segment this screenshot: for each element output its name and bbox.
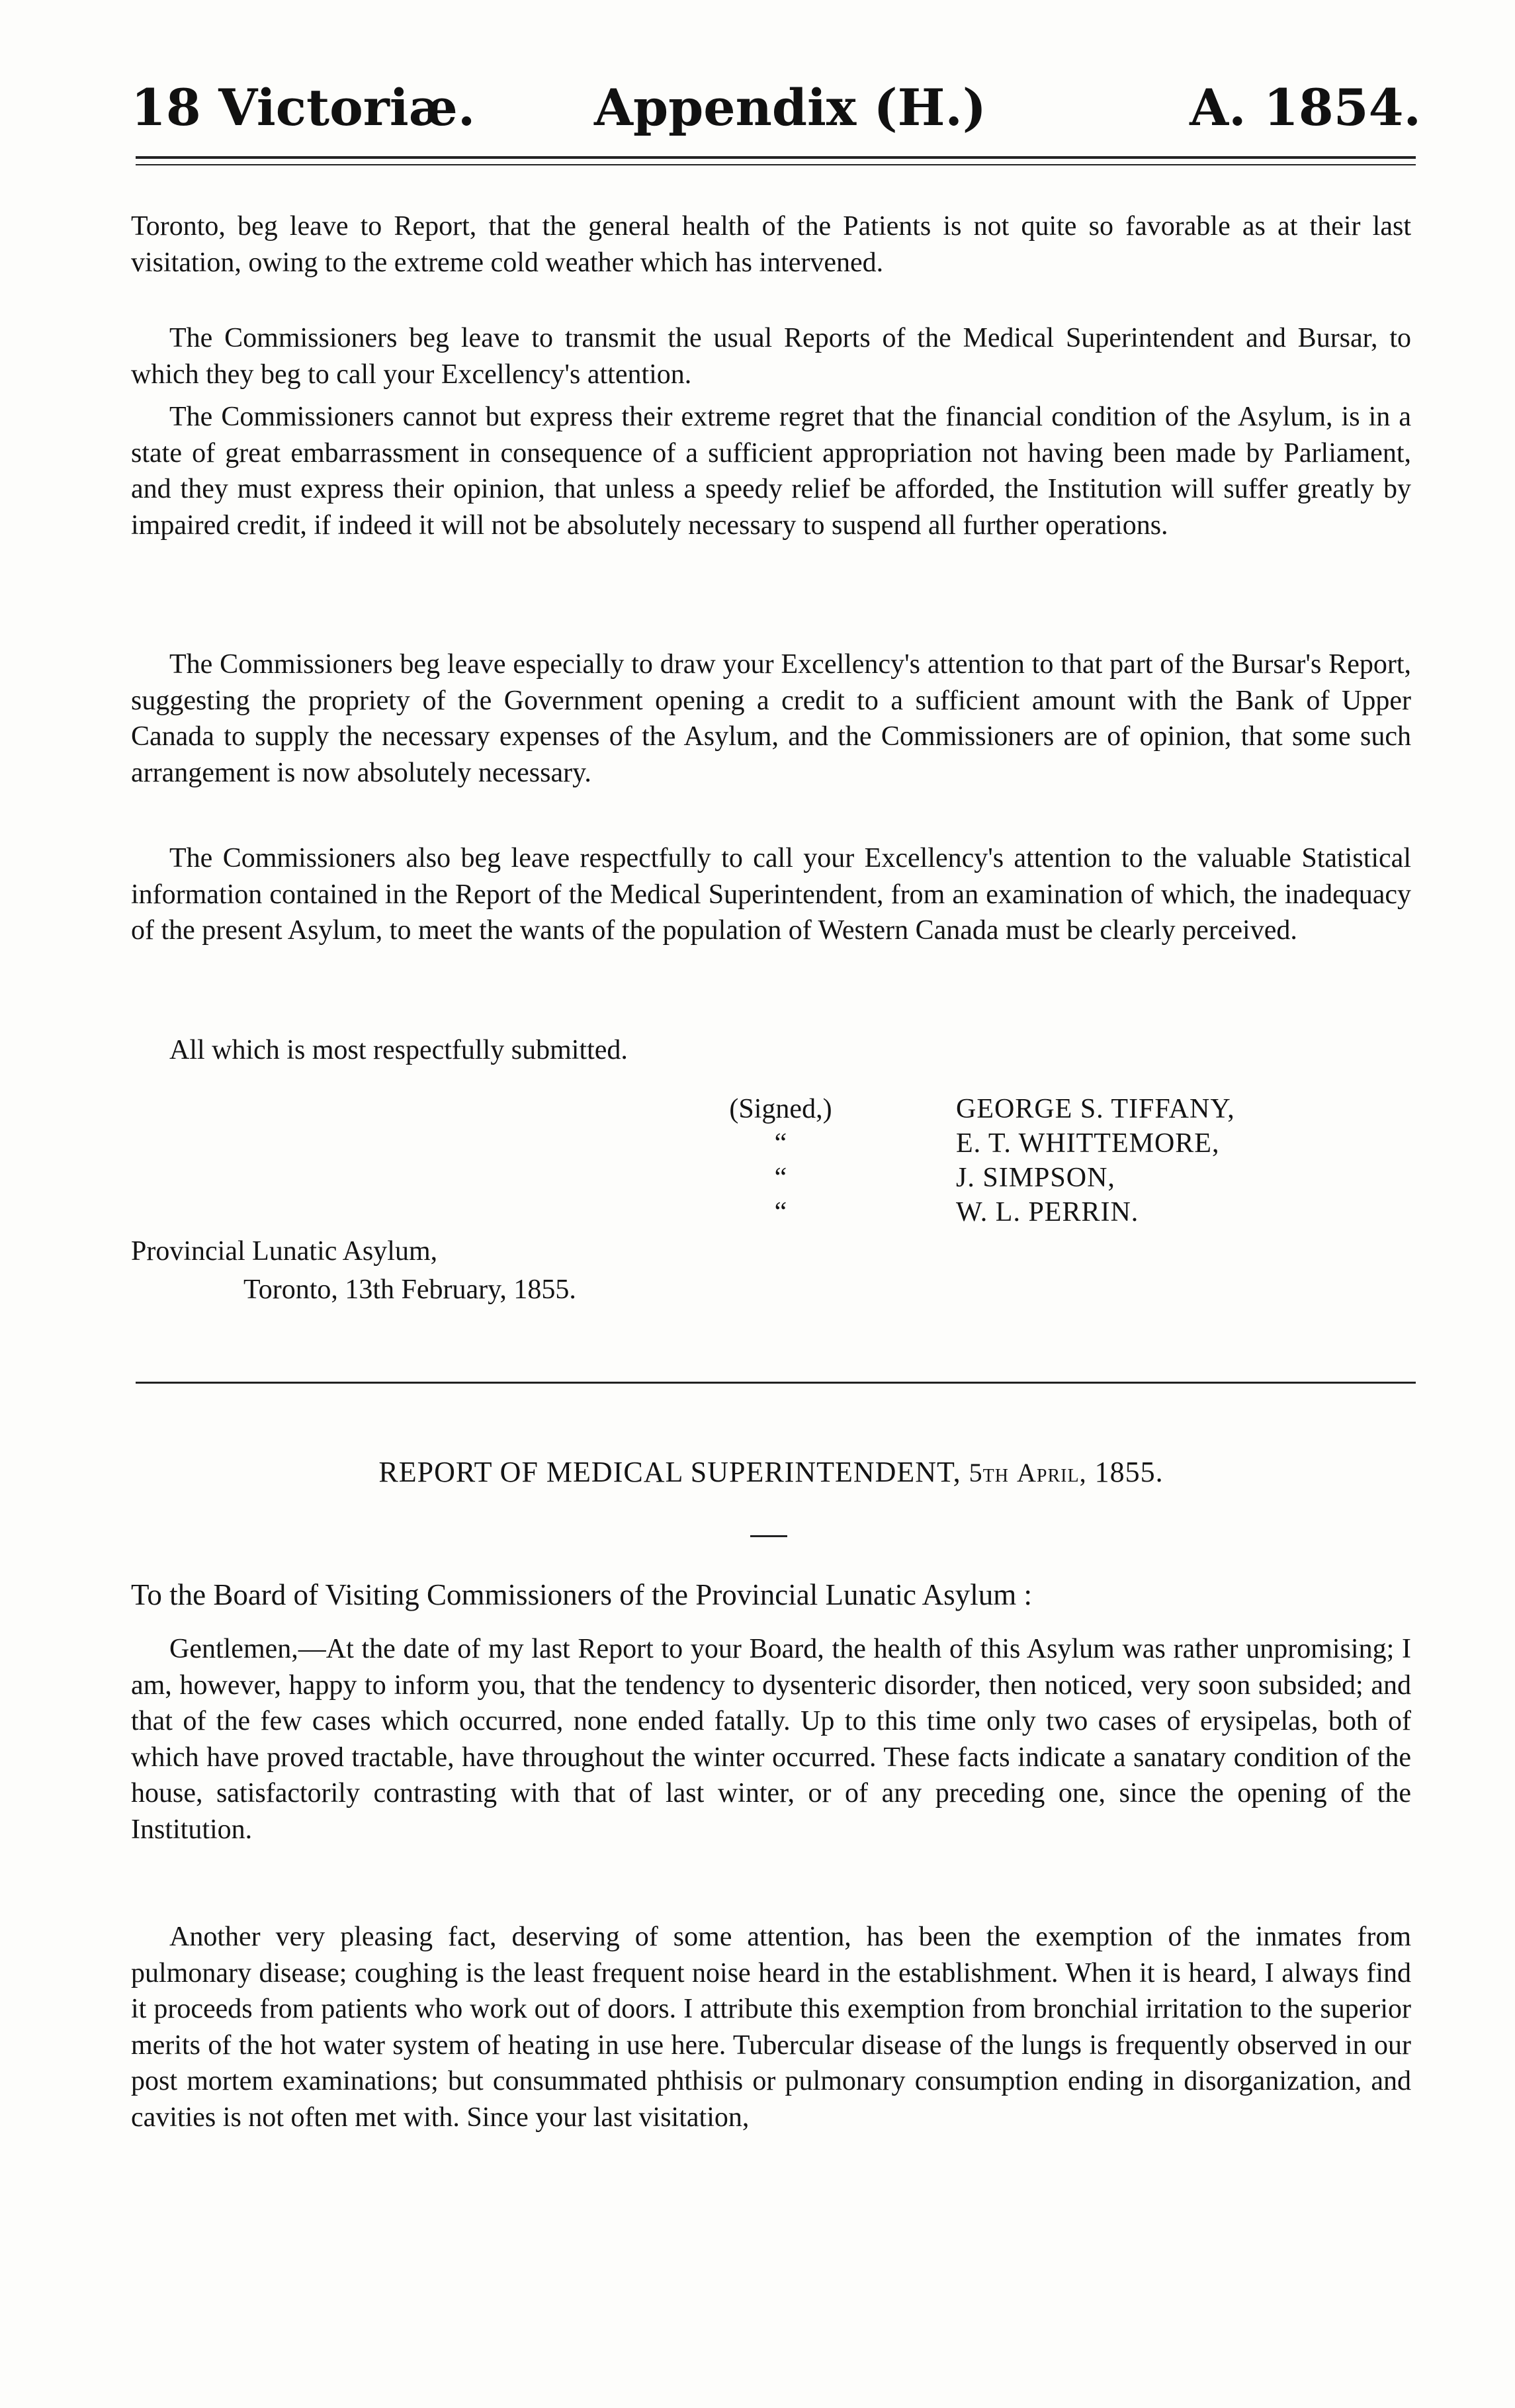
signature-name: GEORGE S. TIFFANY, (956, 1094, 1235, 1124)
letter-place-date (131, 1232, 576, 1309)
report-title-year: 1855. (1094, 1456, 1164, 1488)
place-line: Provincial Lunatic Asylum, (131, 1236, 438, 1267)
header-double-rule (136, 156, 1416, 165)
signature-row (708, 1161, 1436, 1195)
signature-row (708, 1126, 1436, 1161)
signature-ditto-mark: “ (774, 1197, 787, 1227)
signature-row (708, 1195, 1436, 1229)
letter-paragraph-1: Toronto, beg leave to Report, that the general health of the Patients is not quite so favorable as at their last visitation, owing to the extreme cold weather which has intervened. (131, 211, 1411, 278)
running-header (131, 71, 1421, 144)
signature-ditto-mark: “ (774, 1128, 787, 1159)
letter-closing: All which is most respectfully submitted. (169, 1035, 628, 1065)
title-dash (750, 1535, 787, 1537)
letter-paragraph-5: The Commissioners also beg leave respectfully to call your Excellency's attention to the valuable Statistical information contained in the Report of the Medical Superintendent, from an examination of which, the inadequacy of the present Asylum, to meet the wants of the population of Western Canada must be clearly perceived. (131, 843, 1411, 946)
signature-label: (Signed,) (729, 1094, 832, 1124)
letter-paragraph-4: The Commissioners beg leave especially to draw your Excellency's attention to that part of the Bursar's Report, suggesting the propriety of the Government opening a credit to a sufficient amount with the Bank of Upper Canada to supply the necessary expenses of the Asylum, and the Commissioners are of opinion, that some such arrangement is now absolutely necessary. (131, 649, 1411, 788)
header-year: A. 1854. (1190, 78, 1421, 137)
section-divider (136, 1382, 1416, 1384)
report-title-day: 5th (969, 1458, 1009, 1488)
report-title (131, 1452, 1411, 1493)
signature-block (708, 1092, 1436, 1229)
signature-name: J. SIMPSON, (956, 1163, 1115, 1193)
signature-row (708, 1092, 1436, 1126)
report-title-main: REPORT OF MEDICAL SUPERINTENDENT, (378, 1456, 961, 1488)
header-session: 18 Victoriæ. (131, 78, 476, 137)
report-title-month: April, (1017, 1458, 1087, 1488)
signature-ditto-mark: “ (774, 1163, 787, 1193)
header-appendix: Appendix (H.) (594, 78, 986, 137)
report-address: To the Board of Visiting Commissioners of the Provincial Lunatic Asylum : (131, 1578, 1032, 1611)
report-paragraph-2: Another very pleasing fact, deserving of some attention, has been the exemption of the inmates from pulmonary disease; coughing is the least frequent noise heard in the establishment. When it is heard, I always find it proceeds from patients who work out of doors. I attribute this exemption from bronchial irritation to the superior merits of the hot water system of heating in use here. Tubercular disease of the lungs is frequently observed in our post mortem examinations; but consummated phthisis or pulmonary consumption ending in disorganization, and cavities is not often met with. Since your last visitation, (131, 1922, 1411, 2133)
signature-name: W. L. PERRIN. (956, 1197, 1139, 1227)
date-line: Toronto, 13th February, 1855. (243, 1274, 576, 1305)
report-paragraph-1: Gentlemen,—At the date of my last Report to your Board, the health of this Asylum was rather unpromising; I am, however, happy to inform you, that the tendency to dysenteric disorder, then noticed, very soon subsided; and that of the few cases which occurred, none ended fatally. Up to this time only two cases of erysipelas, both of which have proved tractable, have throughout the winter occurred. These facts indicate a sanatary condition of the house, satisfactorily contrasting with that of last winter, or of any preceding one, since the opening of the Institution. (131, 1634, 1411, 1845)
letter-paragraph-2: The Commissioners beg leave to transmit the usual Reports of the Medical Superintendent and Bursar, to which they beg to call your Excellency's attention. (131, 323, 1411, 390)
signature-name: E. T. WHITTEMORE, (956, 1128, 1220, 1159)
letter-paragraph-3: The Commissioners cannot but express their extreme regret that the financial condition of the Asylum, is in a state of great embarrassment in consequence of a sufficient appropriation not having been made by Parliament, and they must express their opinion, that unless a speedy relief be afforded, the Institution will suffer greatly by impaired credit, if indeed it will not be absolutely necessary to suspend all further operations. (131, 402, 1411, 541)
